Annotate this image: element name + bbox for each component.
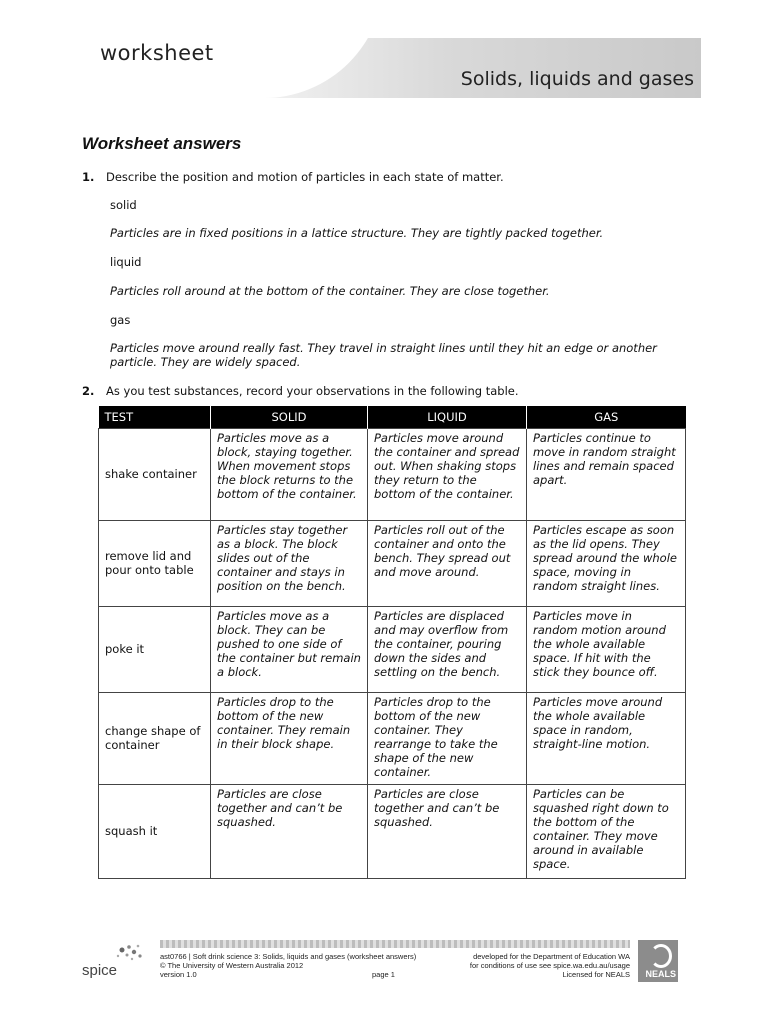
neals-logo-text: NEALS: [645, 969, 676, 979]
test-cell: remove lid and pour onto table: [99, 520, 211, 606]
table-row: [99, 606, 686, 692]
liquid-cell: Particles move around the container and spread out. When shaking stops they return to the bottom of the container.: [368, 428, 527, 520]
question-2: [82, 384, 519, 398]
answer-gas: Particles move around really fast. They travel in straight lines until they hit an edge or another particle. They are widely spaced.: [110, 341, 657, 369]
spice-logo-text: spice: [82, 962, 118, 979]
question-text: Describe the position and motion of particles in each state of matter.: [106, 170, 504, 184]
document-title: Solids, liquids and gases: [460, 68, 694, 90]
solid-cell: Particles drop to the bottom of the new container. They remain in their block shape.: [211, 692, 368, 784]
solid-cell: Particles move as a block, staying together. When movement stops the block returns to the bottom of the container.: [211, 428, 368, 520]
header-solid: SOLID: [211, 406, 368, 428]
answer-solid: Particles are in fixed positions in a lattice structure. They are tightly packed together.: [110, 226, 604, 240]
state-label-gas: gas: [110, 313, 131, 327]
solid-cell: Particles move as a block. They can be pushed to one side of the container but remain a block.: [211, 606, 368, 692]
footer-right-1: developed for the Department of Education WA: [473, 952, 630, 961]
liquid-cell: Particles are close together and can’t be squashed.: [368, 784, 527, 878]
state-label-solid: solid: [110, 198, 137, 212]
question-number: 1.: [82, 170, 95, 184]
footer-line-1: ast0766 | Soft drink science 3: Solids, liquids and gases (worksheet answers): [160, 952, 417, 961]
gas-cell: Particles continue to move in random straight lines and remain spaced apart.: [527, 428, 686, 520]
question-text: As you test substances, record your observations in the following table.: [106, 384, 519, 398]
answer-liquid: Particles roll around at the bottom of the container. They are close together.: [110, 284, 550, 298]
gas-cell: Particles move in random motion around the whole available space. If hit with the stick they bounce off.: [527, 606, 686, 692]
header-gas: GAS: [527, 406, 686, 428]
test-cell: poke it: [99, 606, 211, 692]
test-cell: shake container: [99, 428, 211, 520]
state-label-liquid: liquid: [110, 255, 142, 269]
neals-mark-icon: [650, 944, 672, 968]
table-header-row: [99, 406, 686, 428]
liquid-cell: Particles are displaced and may overflow from the container, pouring down the sides and settling on the bench.: [368, 606, 527, 692]
table-row: [99, 520, 686, 606]
header-liquid: LIQUID: [368, 406, 527, 428]
page-footer: [82, 940, 678, 984]
header-test: TEST: [99, 406, 211, 428]
section-heading: Worksheet answers: [82, 134, 242, 153]
footer-line-3: version 1.0: [160, 970, 197, 979]
observations-table: [98, 406, 686, 879]
table-row: [99, 692, 686, 784]
brand-wordmark: worksheet: [100, 41, 214, 65]
table-row: [99, 428, 686, 520]
solid-cell: Particles are close together and can’t be squashed.: [211, 784, 368, 878]
gas-cell: Particles move around the whole available space in random, straight-line motion.: [527, 692, 686, 784]
footer-bar: [160, 940, 630, 948]
gas-cell: Particles escape as soon as the lid opens. They spread around the whole space, moving in random straight lines.: [527, 520, 686, 606]
table-row: [99, 784, 686, 878]
gas-cell: Particles can be squashed right down to the bottom of the container. They move around in available space.: [527, 784, 686, 878]
test-cell: change shape of container: [99, 692, 211, 784]
footer-right-3: Licensed for NEALS: [562, 970, 630, 979]
solid-cell: Particles stay together as a block. The block slides out of the container and stays in position on the bench.: [211, 520, 368, 606]
neals-logo: [638, 940, 678, 982]
footer-line-2: © The University of Western Australia 2012: [160, 961, 304, 970]
question-number: 2.: [82, 384, 95, 398]
test-cell: squash it: [99, 784, 211, 878]
footer-page-number: page 1: [372, 970, 395, 979]
liquid-cell: Particles drop to the bottom of the new container. They rearrange to take the shape of the new container.: [368, 692, 527, 784]
footer-right-2: for conditions of use see spice.wa.edu.au/usage: [469, 961, 630, 970]
liquid-cell: Particles roll out of the container and onto the bench. They spread out and move around.: [368, 520, 527, 606]
question-1: [82, 170, 504, 184]
